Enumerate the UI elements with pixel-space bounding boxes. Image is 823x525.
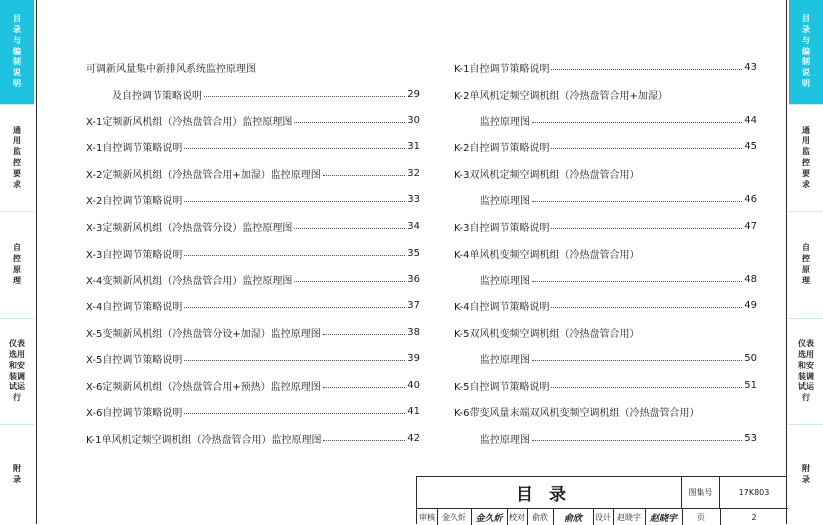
dot-leader	[551, 69, 742, 70]
toc-entry-title: X-5自控调节策略说明	[86, 354, 183, 366]
toc-entry[interactable]	[454, 59, 757, 75]
toc-entry[interactable]	[454, 138, 757, 154]
toc-entry-title: K-5自控调节策略说明	[454, 381, 550, 393]
designer-name: 赵晓宇	[617, 512, 641, 522]
dot-leader	[294, 281, 405, 282]
toc-entry-title: K-2自控调节策略说明	[454, 142, 550, 154]
check-label: 校对	[509, 512, 525, 522]
toc-entry[interactable]	[454, 245, 757, 261]
toc-entry-page: 42	[407, 432, 420, 444]
toc-entry[interactable]	[86, 297, 420, 313]
checker-name: 俞欣	[532, 512, 548, 522]
toc-entry[interactable]	[480, 430, 757, 446]
toc-entry[interactable]	[86, 403, 420, 419]
toc-entry[interactable]	[86, 271, 420, 287]
tab-label: 仪表 选用 和安 装调 试运 行	[798, 339, 814, 403]
toc-entry[interactable]	[480, 271, 757, 287]
toc-entry-title: 监控原理图	[480, 434, 530, 446]
toc-entry-page: 49	[744, 299, 757, 311]
tab-label: 目 录 与 编 制 说 明	[802, 14, 810, 88]
tab-label: 目 录 与 编 制 说 明	[13, 14, 21, 88]
toc-entry[interactable]	[86, 377, 420, 393]
tab-control-principle[interactable]	[789, 211, 823, 318]
toc-entry-title: K-6带变风量末端双风机变频空调机组（冷热盘管合用）	[454, 407, 700, 419]
toc-entry-page: 39	[407, 352, 420, 364]
toc-entry-page: 41	[407, 405, 420, 417]
toc-entry-page: 38	[407, 326, 420, 338]
dot-leader	[204, 96, 405, 97]
toc-entry-title: K-5双风机变频空调机组（冷热盘管合用）	[454, 328, 640, 340]
toc-entry-title: 及自控调节策略说明	[112, 90, 202, 102]
tab-label: 自 控 原 理	[13, 243, 21, 285]
tab-catalog-notes[interactable]	[789, 0, 823, 104]
toc-entry-title: X-1定频新风机组（冷热盘管合用）监控原理图	[86, 116, 293, 128]
dot-leader	[323, 175, 406, 176]
toc-entry-title: 可调新风量集中新排风系统监控原理图	[86, 63, 256, 75]
toc-entry-title: 监控原理图	[480, 195, 530, 207]
tab-general-requirements[interactable]	[0, 104, 34, 211]
title-block	[416, 476, 787, 524]
toc-entry-page: 32	[407, 167, 420, 179]
dot-leader	[184, 201, 405, 202]
toc-entry-page: 40	[407, 379, 420, 391]
page-label: 页	[697, 512, 705, 522]
designer-signature: 赵晓宇	[649, 513, 677, 524]
dot-leader	[551, 307, 742, 308]
toc-entry[interactable]	[86, 138, 420, 154]
dot-leader	[184, 307, 405, 308]
toc-entry-title: X-4变频新风机组（冷热盘管合用）监控原理图	[86, 275, 293, 287]
tab-instrument-selection[interactable]	[0, 318, 34, 424]
toc-entry-title: X-2定频新风机组（冷热盘管合用+加湿）监控原理图	[86, 169, 321, 181]
toc-entry[interactable]	[454, 86, 757, 102]
toc-entry[interactable]	[86, 245, 420, 261]
dot-leader	[551, 228, 742, 229]
atlas-number: 17K803	[720, 477, 788, 509]
toc-entry[interactable]	[454, 403, 757, 419]
toc-entry-title: X-2自控调节策略说明	[86, 195, 183, 207]
toc-entry-page: 48	[744, 273, 757, 285]
dot-leader	[184, 413, 405, 414]
review-label: 审核	[419, 512, 435, 522]
tab-label: 通 用 监 控 要 求	[802, 125, 810, 189]
dot-leader	[551, 148, 742, 149]
toc-entry-page: 37	[407, 299, 420, 311]
toc-entry-page: 29	[407, 88, 420, 100]
tab-catalog-notes[interactable]	[0, 0, 34, 104]
dot-leader	[184, 360, 405, 361]
toc-entry-page: 45	[744, 140, 757, 152]
dot-leader	[294, 122, 405, 123]
toc-entry-title: K-3自控调节策略说明	[454, 222, 550, 234]
toc-entry[interactable]	[480, 112, 757, 128]
tab-label: 仪表 选用 和安 装调 试运 行	[9, 339, 25, 403]
tab-appendix[interactable]	[0, 424, 34, 524]
dot-leader	[323, 440, 405, 441]
toc-entry-page: 34	[407, 220, 420, 232]
tab-control-principle[interactable]	[0, 211, 34, 318]
toc-entry-title: X-3定频新风机组（冷热盘管分设）监控原理图	[86, 222, 293, 234]
toc-entry[interactable]	[86, 191, 420, 207]
design-label: 设计	[595, 512, 611, 522]
tab-instrument-selection[interactable]	[789, 318, 823, 424]
toc-entry-title: K-4单风机变频空调机组（冷热盘管合用）	[454, 249, 640, 261]
toc-entry-title: K-4自控调节策略说明	[454, 301, 550, 313]
toc-entry-page: 30	[407, 114, 420, 126]
toc-entry[interactable]	[86, 350, 420, 366]
toc-entry[interactable]	[86, 165, 420, 181]
side-tabs-left	[0, 0, 34, 524]
tab-general-requirements[interactable]	[789, 104, 823, 211]
dot-leader	[323, 387, 406, 388]
tab-appendix[interactable]	[789, 424, 823, 524]
toc-entry[interactable]	[86, 112, 420, 128]
toc-entry-page: 53	[744, 432, 757, 444]
tab-label: 自 控 原 理	[802, 243, 810, 285]
toc-entry-page: 36	[407, 273, 420, 285]
toc-entry-page: 50	[744, 352, 757, 364]
toc-entry-title: X-1自控调节策略说明	[86, 142, 183, 154]
reviewer-name: 金久炘	[442, 512, 466, 522]
toc-entry-page: 35	[407, 247, 420, 259]
atlas-number-label: 图集号	[682, 477, 720, 509]
toc-entry[interactable]	[454, 297, 757, 313]
toc-entry-page: 46	[744, 193, 757, 205]
dot-leader	[532, 201, 742, 202]
toc-entry[interactable]	[86, 324, 420, 340]
toc-entry[interactable]	[454, 218, 757, 234]
dot-leader	[294, 228, 405, 229]
dot-leader	[532, 440, 742, 441]
toc-entry[interactable]	[86, 430, 420, 446]
tab-label: 附 录	[802, 463, 810, 484]
toc-entry-page: 51	[744, 379, 757, 391]
toc-entry[interactable]	[480, 191, 757, 207]
dot-leader	[184, 148, 405, 149]
dot-leader	[532, 122, 742, 123]
toc-entry[interactable]	[454, 165, 757, 181]
dot-leader	[532, 360, 742, 361]
toc-entry[interactable]	[112, 86, 420, 102]
toc-entry-page: 44	[744, 114, 757, 126]
toc-entry-title: 监控原理图	[480, 275, 530, 287]
page-number: 2	[751, 512, 757, 522]
side-tabs-right	[789, 0, 823, 524]
toc-entry-title: 监控原理图	[480, 354, 530, 366]
toc-entry-page: 31	[407, 140, 420, 152]
toc-entry-title: X-5变频新风机组（冷热盘管分设+加湿）监控原理图	[86, 328, 321, 340]
page-title: 目录	[417, 477, 682, 509]
toc-entry-title: K-1单风机定频空调机组（冷热盘管合用）监控原理图	[86, 434, 322, 446]
dot-leader	[323, 334, 406, 335]
dot-leader	[184, 255, 405, 256]
toc-entry[interactable]	[86, 218, 420, 234]
toc-entry-title: K-3双风机定频空调机组（冷热盘管合用）	[454, 169, 640, 181]
toc-entry-title: X-6定频新风机组（冷热盘管合用+预热）监控原理图	[86, 381, 321, 393]
tab-label: 附 录	[13, 463, 21, 484]
dot-leader	[551, 387, 742, 388]
toc-entry[interactable]	[454, 377, 757, 393]
toc-entry-title: X-6自控调节策略说明	[86, 407, 183, 419]
checker-signature: 俞欣	[563, 513, 582, 524]
toc-entry[interactable]	[480, 350, 757, 366]
toc-entry[interactable]	[86, 59, 420, 75]
toc-entry-page: 43	[744, 61, 757, 73]
toc-entry-title: X-4自控调节策略说明	[86, 301, 183, 313]
tab-label: 通 用 监 控 要 求	[13, 125, 21, 189]
reviewer-signature: 金久炘	[475, 513, 503, 524]
toc-entry[interactable]	[454, 324, 757, 340]
dot-leader	[532, 281, 742, 282]
toc-entry-page: 47	[744, 220, 757, 232]
toc-entry-title: K-2单风机定频空调机组（冷热盘管合用+加湿）	[454, 90, 668, 102]
toc-entry-title: X-3自控调节策略说明	[86, 249, 183, 261]
toc-entry-page: 33	[407, 193, 420, 205]
toc-entry-title: K-1自控调节策略说明	[454, 63, 550, 75]
toc-entry-title: 监控原理图	[480, 116, 530, 128]
